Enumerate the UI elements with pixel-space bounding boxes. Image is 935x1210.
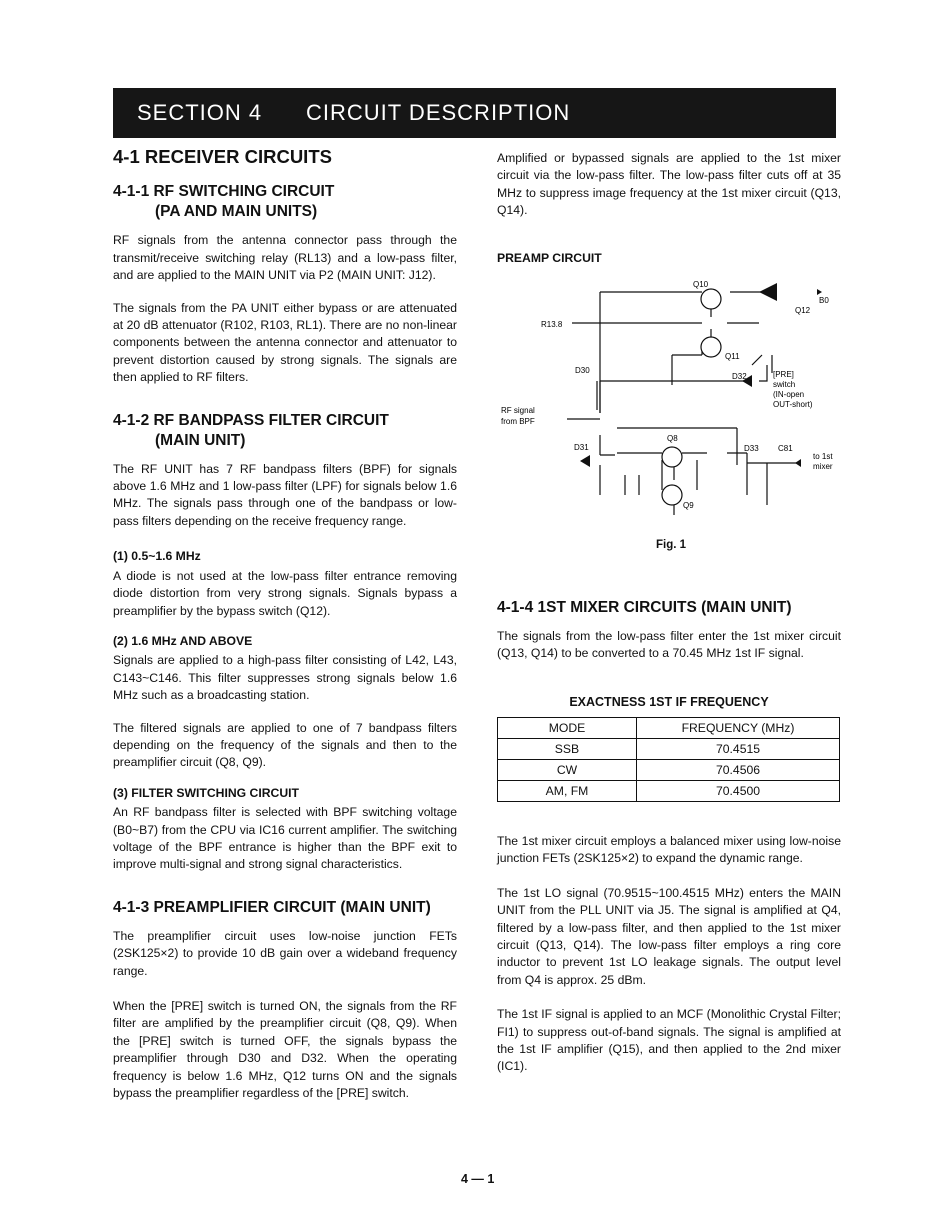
figure-caption: Fig. 1 — [656, 539, 687, 551]
cell-mode: SSB — [498, 739, 637, 760]
subheading-high-band: (2) 1.6 MHz AND ABOVE — [113, 633, 253, 648]
label-q8: Q8 — [667, 434, 678, 443]
heading-rf-bandpass-line1: 4-1-2 RF BANDPASS FILTER CIRCUIT — [113, 411, 389, 429]
subheading-low-band: (1) 0.5~1.6 MHz — [113, 549, 201, 564]
label-from-bpf: from BPF — [501, 417, 535, 426]
paragraph: An RF bandpass filter is selected with BPF switching voltage (B0~B7) from the CPU via IC16 current amplifier. The switching voltage of the BPF entrance is higher than the BPF exit to improve multi-signal and strong signal characteristics. — [113, 805, 457, 872]
label-q10: Q10 — [693, 280, 709, 289]
page-number: 4 — 1 — [461, 1172, 495, 1186]
heading-preamp-circuit: PREAMP CIRCUIT — [497, 250, 602, 265]
table-row — [498, 781, 840, 802]
paragraph: RF signals from the antenna connector pass through the transmit/receive switching relay (RL13) and a low-pass filter, and are applied to the MAIN UNIT via P2 (MAIN UNIT: J12). — [113, 233, 457, 283]
section-banner — [113, 88, 836, 138]
heading-rf-bandpass — [113, 411, 457, 451]
label-rf-signal: RF signal — [501, 406, 535, 415]
right-column — [497, 150, 841, 267]
left-column — [113, 148, 457, 1117]
paragraph: The 1st LO signal (70.9515~100.4515 MHz) enters the MAIN UNIT from the PLL UNIT via J5. The signal is amplified at Q4, filtered by a low-pass filter, and then applied to the 1st mixer circuit (Q13, Q14). The low-pass filter employs a ring core inductor to prevent 1st LO leakage signals. The output level from Q4 is approx. 25 dBm. — [497, 885, 841, 987]
paragraph: The preamplifier circuit uses low-noise junction FETs (2SK125×2) to provide 10 dB gain over a wideband frequency range. — [113, 928, 457, 978]
label-b0: B0 — [819, 296, 829, 305]
heading-rf-switching-line1: 4-1-1 RF SWITCHING CIRCUIT — [113, 183, 335, 201]
cell-frequency: 70.4500 — [637, 781, 840, 802]
table-row — [498, 760, 840, 781]
heading-rf-bandpass-line2: (MAIN UNIT) — [155, 431, 246, 449]
table-row — [498, 739, 840, 760]
col-frequency: FREQUENCY (MHz) — [637, 718, 840, 739]
label-pre-switch: switch — [773, 380, 796, 389]
label-q9: Q9 — [683, 501, 694, 510]
cell-frequency: 70.4506 — [637, 760, 840, 781]
table-header-row — [498, 718, 840, 739]
right-column-mid — [497, 598, 841, 678]
cell-mode: CW — [498, 760, 637, 781]
label-pre: [PRE] — [773, 370, 794, 379]
paragraph: The 1st IF signal is applied to an MCF (Monolithic Crystal Filter; FI1) to suppress out-of-band signals. The signal is amplified at the 1st IF amplifier (Q15), and then applied to the 2nd mixer (IC1). — [497, 1007, 841, 1074]
paragraph: Amplified or bypassed signals are applied to the 1st mixer circuit via the low-pass filter. The low-pass filter cuts off at 35 MHz to suppress image frequency at the 1st mixer circuit (Q13, Q14). — [497, 151, 841, 218]
subheading-filter-switching: (3) FILTER SWITCHING CIRCUIT — [113, 785, 299, 800]
table-title: EXACTNESS 1ST IF FREQUENCY — [569, 695, 769, 709]
label-d33: D33 — [744, 444, 759, 453]
label-q12: Q12 — [795, 306, 811, 315]
paragraph: The signals from the PA UNIT either bypass or are attenuated at 20 dB attenuator (R102, R103, RL1). There are no non-linear components between the antenna connector and attenuator to prevent distortion caused by strong signals. The signals are then applied to RF filters. — [113, 300, 457, 385]
right-column-bottom — [497, 833, 841, 1091]
label-pre-out-short: OUT-short) — [773, 400, 813, 409]
paragraph: Signals are applied to a high-pass filter consisting of L42, L43, C143~C146. This filter suppresses strong signals below 1.6 MHz such as a broadcasting station. — [113, 653, 457, 703]
label-r138: R13.8 — [541, 320, 563, 329]
label-c81: C81 — [778, 444, 793, 453]
col-mode: MODE — [498, 718, 637, 739]
cell-mode: AM, FM — [498, 781, 637, 802]
label-d30: D30 — [575, 366, 590, 375]
if-frequency-table — [497, 717, 840, 802]
paragraph: When the [PRE] switch is turned ON, the signals from the RF filter are amplified by the preamplifier circuit (Q8, Q9). When the [PRE] switch is turned OFF, the signals bypass the preamplifier through D30 and D32. When the operating frequency is below 1.6 MHz, Q12 turns ON and the signals bypass the preamplifier regardless of the [PRE] switch. — [113, 999, 457, 1101]
section-title: CIRCUIT DESCRIPTION — [306, 100, 571, 125]
paragraph: The filtered signals are applied to one of 7 bandpass filters depending on the frequency of the signals and then to the preamplifier circuit (Q8, Q9). — [113, 720, 457, 770]
paragraph: A diode is not used at the low-pass filter entrance removing diode distortion from very strong signals. Signals bypass a preamplifier by the bypass switch (Q12). — [113, 568, 457, 618]
label-to-1st: to 1st — [813, 452, 833, 461]
heading-1st-mixer: 4-1-4 1ST MIXER CIRCUITS (MAIN UNIT) — [497, 599, 792, 616]
heading-rf-switching-line2: (PA AND MAIN UNITS) — [155, 203, 318, 221]
heading-preamplifier: 4-1-3 PREAMPLIFIER CIRCUIT (MAIN UNIT) — [113, 898, 431, 916]
cell-frequency: 70.4515 — [637, 739, 840, 760]
label-mixer: mixer — [813, 462, 833, 471]
paragraph: The 1st mixer circuit employs a balanced mixer using low-noise junction FETs (2SK125×2) to expand the dynamic range. — [497, 834, 841, 866]
heading-rf-switching — [113, 182, 457, 222]
paragraph: The RF UNIT has 7 RF bandpass filters (BPF) for signals above 1.6 MHz and 1 low-pass filter (LPF) for signals below 1.6 MHz. The signals pass through one of the bandpass or low-pass filters depending on the receive frequency range. — [113, 461, 457, 528]
label-d31: D31 — [574, 443, 589, 452]
heading-receiver-circuits: 4-1 RECEIVER CIRCUITS — [113, 146, 332, 167]
label-q11: Q11 — [725, 352, 740, 361]
preamp-schematic — [497, 275, 842, 560]
section-number: SECTION 4 — [137, 100, 263, 125]
paragraph: The signals from the low-pass filter enter the 1st mixer circuit (Q13, Q14) to be converted to a 70.45 MHz 1st IF signal. — [497, 629, 841, 661]
label-d32: D32 — [732, 372, 747, 381]
label-pre-in-open: (IN-open — [773, 390, 805, 399]
